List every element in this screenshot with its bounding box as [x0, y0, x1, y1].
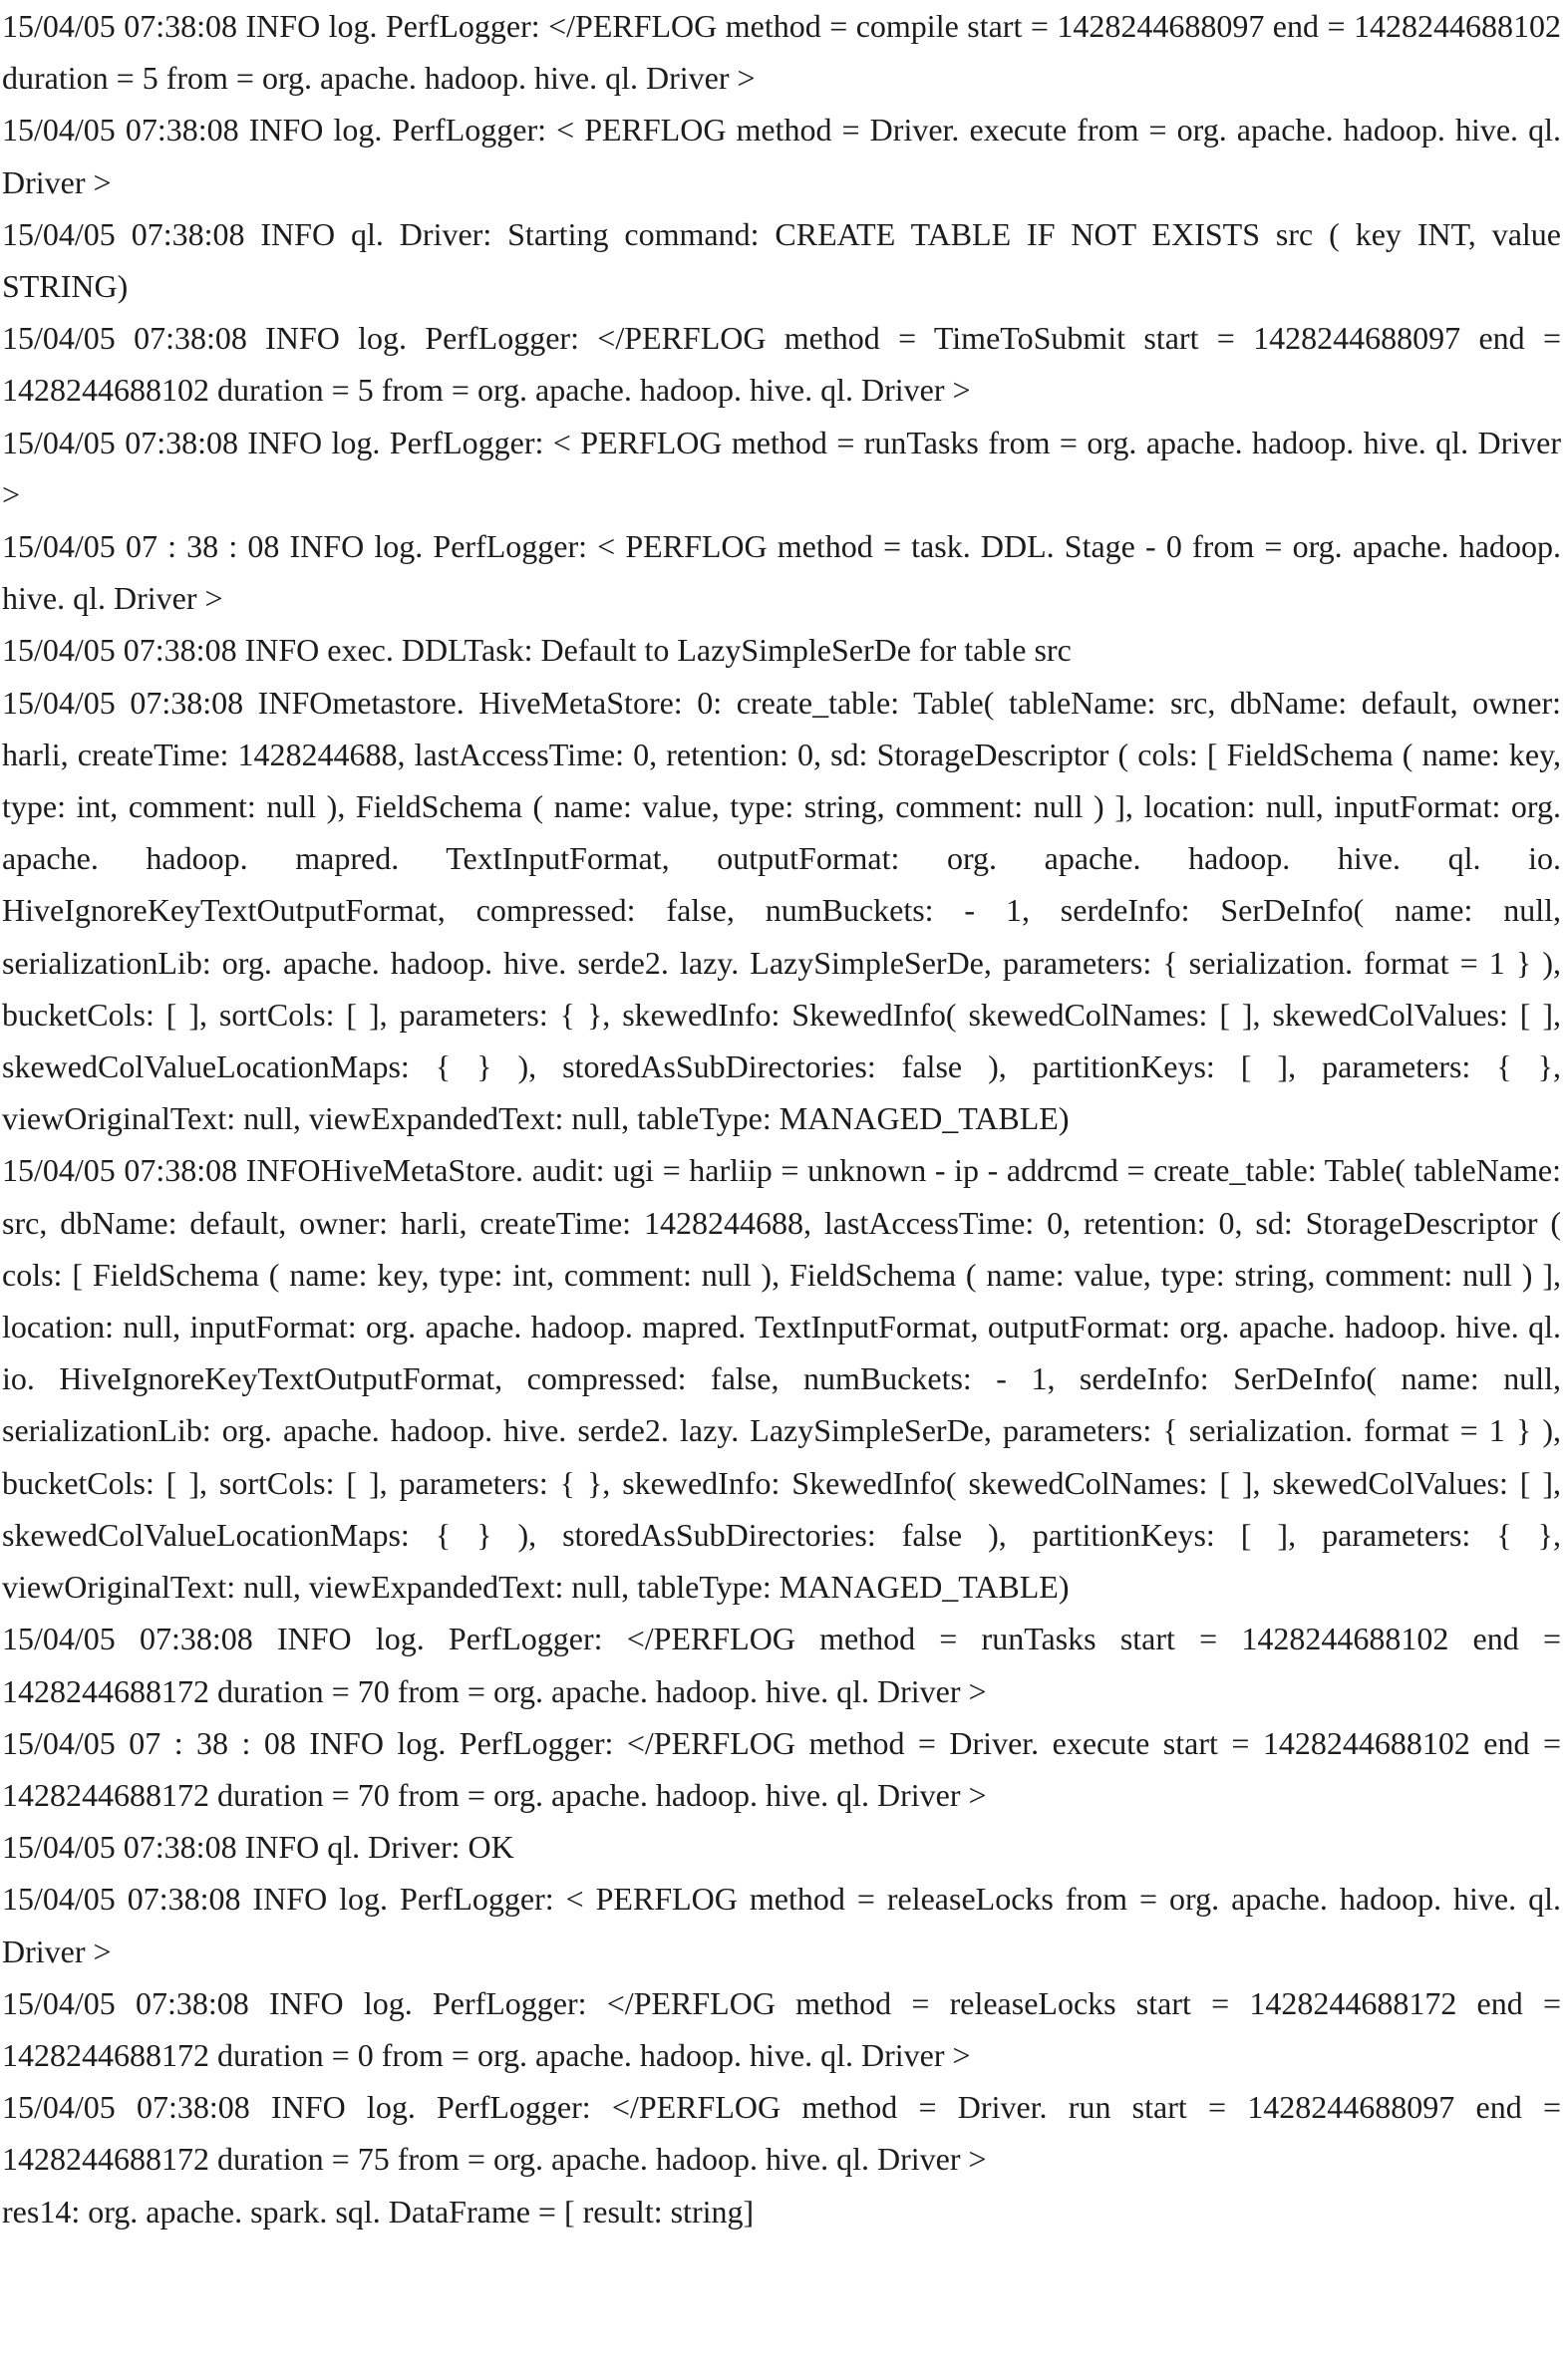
log-output: [2, 0, 1561, 2237]
log-line: 15/04/05 07:38:08 INFO log. PerfLogger: < PERFLOG method = releaseLocks from = org. apache. hadoop. hive. ql. Driver >: [2, 1881, 1561, 1969]
log-line: 15/04/05 07:38:08 INFO log. PerfLogger: </PERFLOG method = releaseLocks start = 1428244688172 end = 1428244688172 duration = 0 from = org. apache. hadoop. hive. ql. Driver >: [2, 1984, 1561, 2073]
log-line: 15/04/05 07:38:08 INFO log. PerfLogger: </PERFLOG method = Driver. run start = 1428244688097 end = 1428244688172 duration = 75 from = org. apache. hadoop. hive. ql. Driver >: [2, 2089, 1561, 2178]
log-line: 15/04/05 07 : 38 : 08 INFO log. PerfLogger: </PERFLOG method = Driver. execute start = 1428244688102 end = 1428244688172 duration = 70 from = org. apache. hadoop. hive. ql. Driver >: [2, 1724, 1561, 1813]
log-line: 15/04/05 07:38:08 INFO log. PerfLogger: < PERFLOG method = Driver. execute from = org. apache. hadoop. hive. ql. Driver >: [2, 112, 1561, 200]
log-line: 15/04/05 07:38:08 INFO exec. DDLTask: Default to LazySimpleSerDe for table src: [2, 632, 1072, 669]
log-line: 15/04/05 07:38:08 INFOmetastore. HiveMetaStore: 0: create_table: Table( tableName: src, dbName: default, owner: harli, createTime: 1428244688, lastAccessTime: 0, retention: 0, sd: StorageDescriptor ( cols: [ FieldSchema ( name: key, type: int, comment: null ), FieldSchema ( name: value, type: string, comment: null ) ], location: null, inputFormat: org. apache. hadoop. mapred. TextInputFormat, outputFormat: org. apache. hadoop. hive. ql. io. HiveIgnoreKeyTextOutputFormat, compressed: false, numBuckets: - 1, serdeInfo: SerDeInfo( name: null, serializationLib: org. apache. hadoop. hive. serde2. lazy. LazySimpleSerDe, parameters: { serialization. format = 1 } ), bucketCols: [ ], sortCols: [ ], parameters: { }, skewedInfo: SkewedInfo( skewedColNames: [ ], skewedColValues: [ ], skewedColValueLocationMaps: { } ), storedAsSubDirectories: false ), partitionKeys: [ ], parameters: { }, viewOriginalText: null, viewExpandedText: null, tableType: MANAGED_TABLE): [2, 684, 1561, 1137]
log-line: 15/04/05 07:38:08 INFO log. PerfLogger: </PERFLOG method = runTasks start = 1428244688102 end = 1428244688172 duration = 70 from = org. apache. hadoop. hive. ql. Driver >: [2, 1621, 1561, 1709]
log-line: 15/04/05 07:38:08 INFO log. PerfLogger: </PERFLOG method = compile start = 1428244688097 end = 1428244688102 duration = 5 from = org. apache. hadoop. hive. ql. Driver >: [2, 8, 1561, 97]
log-line: 15/04/05 07:38:08 INFOHiveMetaStore. audit: ugi = harliip = unknown - ip - addrcmd = create_table: Table( tableName: src, dbName: default, owner: harli, createTime: 1428244688, lastAccessTime: 0, retention: 0, sd: StorageDescriptor ( cols: [ FieldSchema ( name: key, type: int, comment: null ), FieldSchema ( name: value, type: string, comment: null ) ], location: null, inputFormat: org. apache. hadoop. mapred. TextInputFormat, outputFormat: org. apache. hadoop. hive. ql. io. HiveIgnoreKeyTextOutputFormat, compressed: false, numBuckets: - 1, serdeInfo: SerDeInfo( name: null, serializationLib: org. apache. hadoop. hive. serde2. lazy. LazySimpleSerDe, parameters: { serialization. format = 1 } ), bucketCols: [ ], sortCols: [ ], parameters: { }, skewedInfo: SkewedInfo( skewedColNames: [ ], skewedColValues: [ ], skewedColValueLocationMaps: { } ), storedAsSubDirectories: false ), partitionKeys: [ ], parameters: { }, viewOriginalText: null, viewExpandedText: null, tableType: MANAGED_TABLE): [2, 1152, 1561, 1606]
log-line: 15/04/05 07:38:08 INFO ql. Driver: Starting command: CREATE TABLE IF NOT EXISTS src ( key INT, value STRING): [2, 215, 1561, 305]
log-line: 15/04/05 07:38:08 INFO log. PerfLogger: < PERFLOG method = runTasks from = org. apache. hadoop. hive. ql. Driver >: [2, 424, 1561, 512]
log-line: res14: org. apache. spark. sql. DataFrame = [ result: string]: [2, 2193, 755, 2230]
log-line: 15/04/05 07:38:08 INFO ql. Driver: OK: [2, 1829, 514, 1866]
log-line: 15/04/05 07 : 38 : 08 INFO log. PerfLogger: < PERFLOG method = task. DDL. Stage - 0 from = org. apache. hadoop. hive. ql. Driver >: [2, 528, 1561, 617]
log-line: 15/04/05 07:38:08 INFO log. PerfLogger: </PERFLOG method = TimeToSubmit start = 1428244688097 end = 1428244688102 duration = 5 from = org. apache. hadoop. hive. ql. Driver >: [2, 320, 1561, 409]
